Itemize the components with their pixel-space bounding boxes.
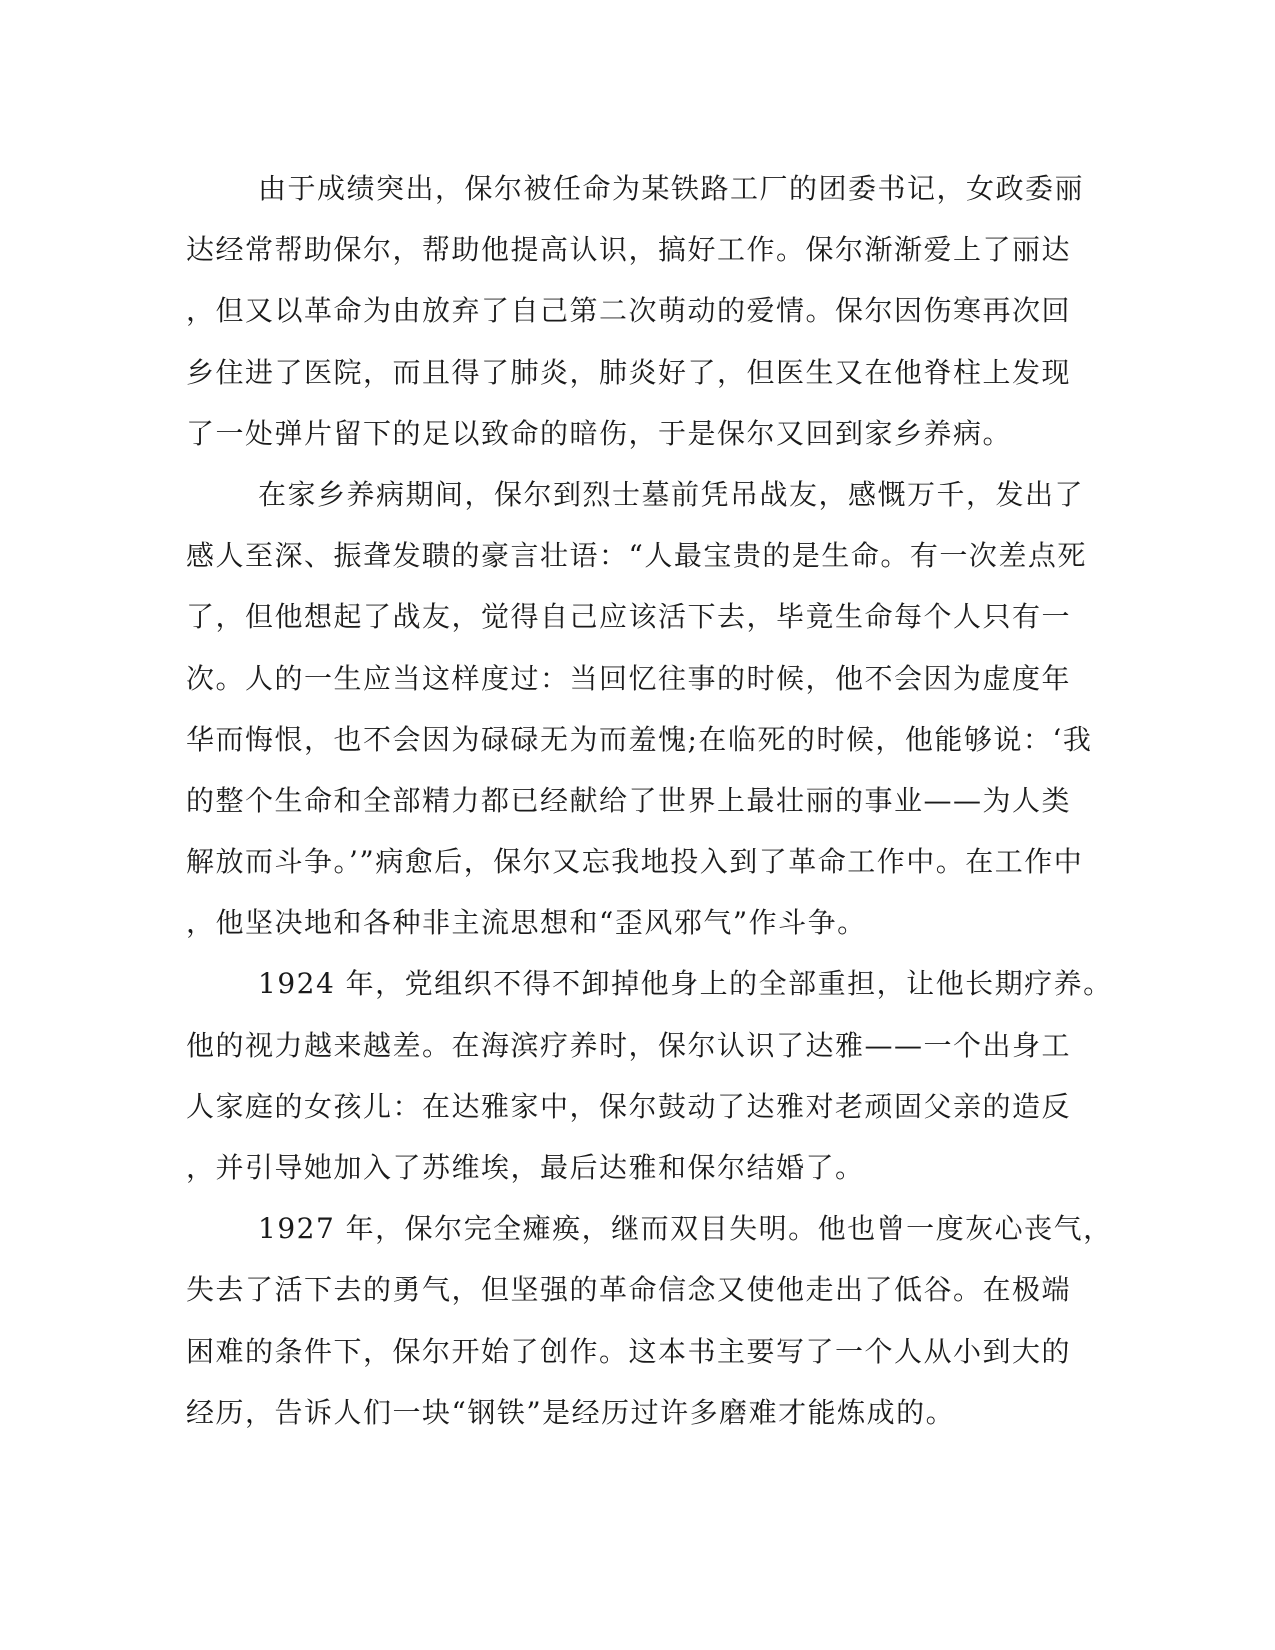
text-line: ，并引导她加入了苏维埃，最后达雅和保尔结婚了。 (186, 1151, 865, 1184)
text-line: 由于成绩突出，保尔被任命为某铁路工厂的团委书记，女政委丽 (258, 172, 1085, 205)
text-line: 次。人的一生应当这样度过：当回忆往事的时候，他不会因为虚度年 (186, 661, 1072, 695)
text-line: 人家庭的女孩儿：在达雅家中，保尔鼓动了达雅对老顽固父亲的造反 (186, 1089, 1072, 1123)
text-line: 感人至深、振聋发聩的豪言壮语：“人最宝贵的是生命。有一次差点死 (186, 539, 1087, 573)
text-line: 1924 年，党组织不得不卸掉他身上的全部重担，让他长期疗养。 (258, 967, 1113, 1001)
text-line: 解放而斗争。’”病愈后，保尔又忘我地投入到了革命工作中。在工作中 (186, 845, 1084, 879)
text-line: 了一处弹片留下的足以致命的暗伤，于是保尔又回到家乡养病。 (186, 416, 1013, 450)
text-line: 乡住进了医院，而且得了肺炎，肺炎好了，但医生又在他脊柱上发现 (186, 355, 1072, 389)
text-line: 华而悔恨，也不会因为碌碌无为而羞愧;在临死的时候，他能够说：‘我 (186, 722, 1093, 756)
text-line: 在家乡养病期间，保尔到烈士墓前凭吊战友，感慨万千，发出了 (258, 477, 1085, 511)
text-line: 经历，告诉人们一块“钢铁”是经历过许多磨难才能炼成的。 (186, 1395, 956, 1429)
text-line: 困难的条件下，保尔开始了创作。这本书主要写了一个人从小到大的 (186, 1334, 1072, 1368)
paragraph-2 (186, 464, 1093, 954)
text-line: 了，但他想起了战友，觉得自己应该活下去，毕竟生命每个人只有一 (186, 600, 1072, 634)
document-body (186, 158, 1113, 1443)
paragraph-4 (186, 1198, 1113, 1443)
text-line: ，他坚决地和各种非主流思想和“歪风邪气”作斗争。 (186, 906, 867, 940)
paragraph-3 (186, 953, 1113, 1198)
text-line: ，但又以革命为由放弃了自己第二次萌动的爱情。保尔因伤寒再次回 (186, 294, 1072, 328)
text-line: 他的视力越来越差。在海滨疗养时，保尔认识了达雅——一个出身工 (186, 1028, 1072, 1062)
text-line: 1927 年，保尔完全瘫痪，继而双目失明。他也曾一度灰心丧气， (258, 1212, 1113, 1246)
text-line: 失去了活下去的勇气，但坚强的革命信念又使他走出了低谷。在极端 (186, 1273, 1072, 1307)
text-line: 达经常帮助保尔，帮助他提高认识，搞好工作。保尔渐渐爱上了丽达 (186, 233, 1072, 267)
paragraph-1 (186, 158, 1085, 464)
text-line: 的整个生命和全部精力都已经献给了世界上最壮丽的事业——为人类 (186, 783, 1072, 817)
